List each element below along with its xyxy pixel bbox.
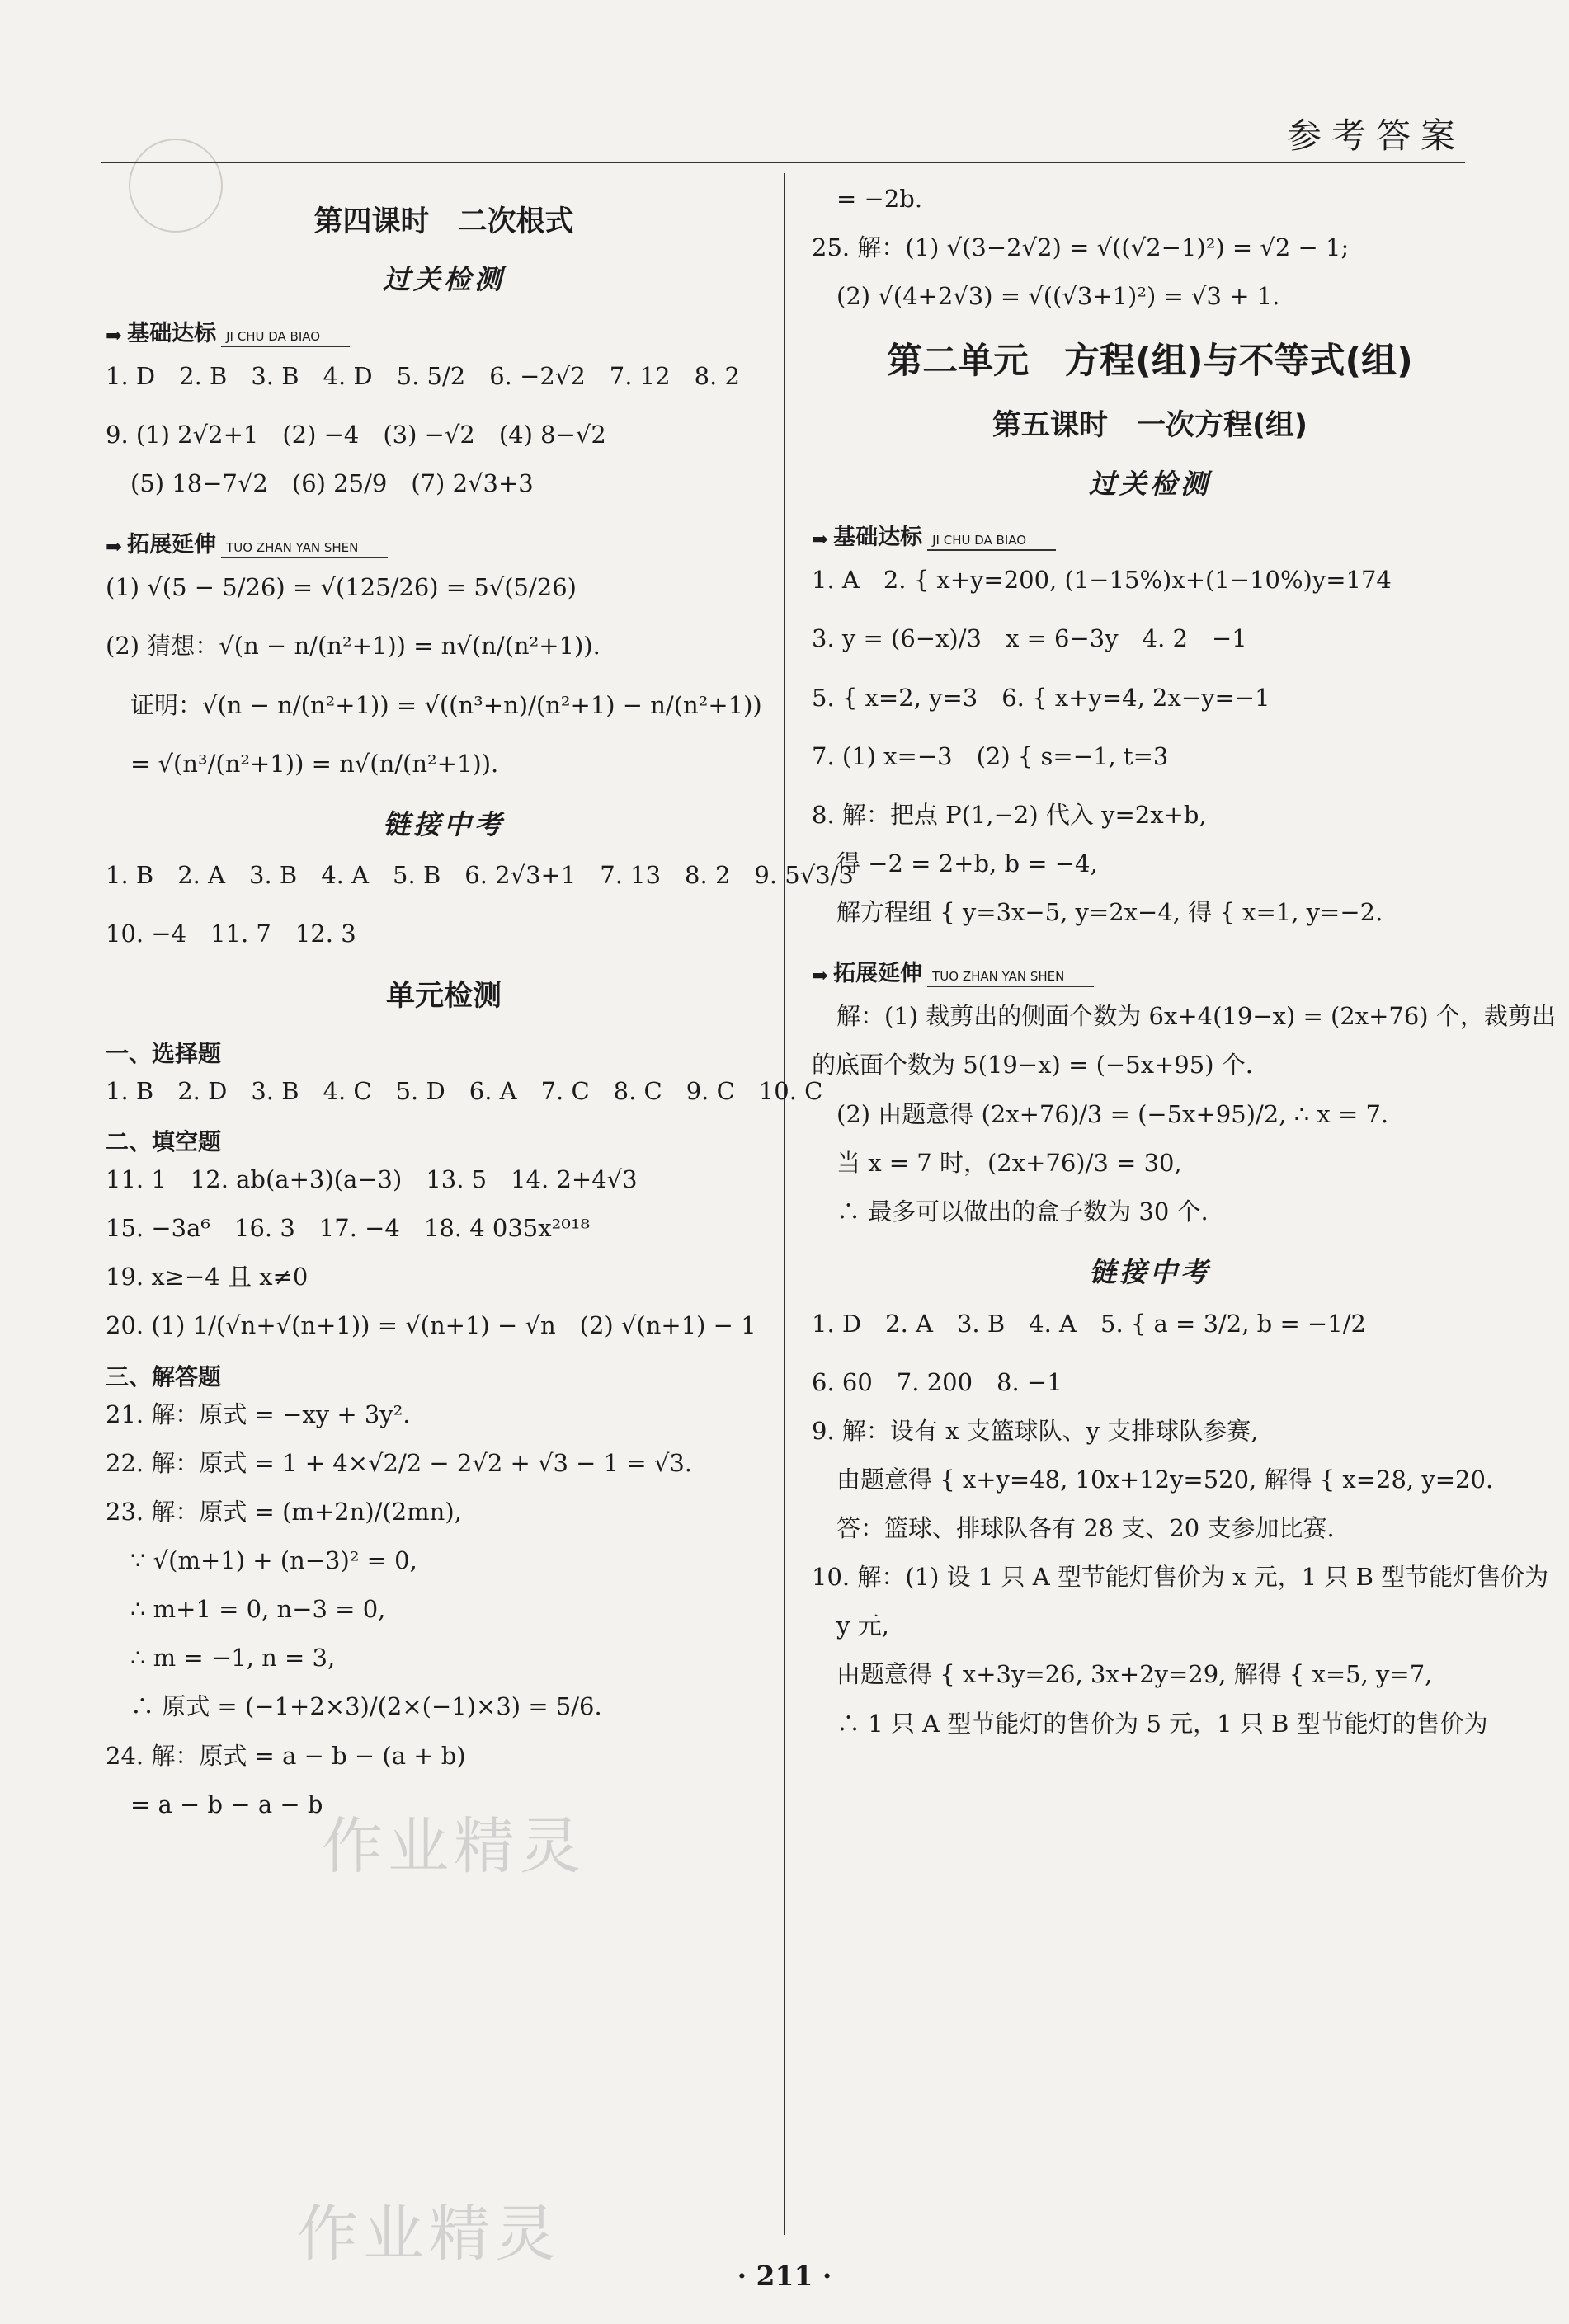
section-heading: 二、填空题 — [106, 1128, 222, 1155]
answer-line: (2) 猜想：√(n − n/(n²+1)) = n√(n/(n²+1)). — [106, 632, 601, 661]
extension-tag-pinyin: TUO ZHAN YAN SHEN — [221, 540, 388, 558]
column-divider — [784, 173, 785, 2235]
answer-line: 5. { x=2, y=3 6. { x+y=4, 2x−y=−1 — [812, 683, 1270, 712]
answer-line: 3. y = (6−x)/3 x = 6−3y 4. 2 −1 — [812, 624, 1247, 653]
extension-tag-label: 拓展延伸 — [833, 961, 923, 987]
section-heading: 三、解答题 — [106, 1362, 222, 1390]
answer-line: 的底面个数为 5(19−x) = (−5x+95) 个. — [812, 1051, 1253, 1080]
basic-tag — [106, 315, 782, 347]
answer-line: 1. D 2. B 3. B 4. D 5. 5/2 6. −2√2 7. 12 8. 2 — [106, 361, 740, 390]
page-number: · 211 · — [737, 2260, 832, 2292]
answer-line: 由题意得 { x+3y=26, 3x+2y=29, 解得 { x=5, y=7, — [836, 1660, 1433, 1689]
answer-line: 6. 60 7. 200 8. −1 — [812, 1367, 1062, 1396]
answer-line: y 元, — [836, 1611, 889, 1640]
answer-line: 9. 解：设有 x 支篮球队、y 支排球队参赛, — [812, 1416, 1259, 1445]
answer-line: ∴ 原式 = (−1+2×3)/(2×(−1)×3) = 5/6. — [130, 1692, 602, 1721]
header-rule — [101, 162, 1465, 163]
answer-line: 10. −4 11. 7 12. 3 — [106, 920, 356, 948]
answer-line: 得 −2 = 2+b, b = −4, — [836, 849, 1098, 877]
answer-line: (2) √(4+2√3) = √((√3+1)²) = √3 + 1. — [836, 282, 1280, 311]
extension-tag-pinyin: TUO ZHAN YAN SHEN — [927, 969, 1094, 987]
answer-line: ∴ 1 只 A 型节能灯的售价为 5 元，1 只 B 型节能灯的售价为 — [836, 1709, 1488, 1738]
arrow-icon: ➡ — [106, 535, 123, 559]
extension-tag-label: 拓展延伸 — [127, 532, 217, 558]
arrow-icon: ➡ — [812, 964, 829, 988]
answer-line: = a − b − a − b — [130, 1790, 323, 1818]
answer-line: ∴ m+1 = 0, n−3 = 0, — [130, 1595, 386, 1624]
answer-line: ∵ √(m+1) + (n−3)² = 0, — [130, 1545, 417, 1574]
answer-line: 由题意得 { x+y=48, 10x+12y=520, 解得 { x=28, y=20. — [836, 1465, 1494, 1494]
extension-tag — [106, 526, 782, 558]
answer-line: 1. A 2. { x+y=200, (1−15%)x+(1−10%)y=174 — [812, 566, 1392, 595]
answer-line: (1) √(5 − 5/26) = √(125/26) = 5√(5/26) — [106, 573, 577, 602]
answer-line: 22. 解：原式 = 1 + 4×√2/2 − 2√2 + √3 − 1 = √3. — [106, 1448, 693, 1477]
section-heading: 一、选择题 — [106, 1039, 222, 1067]
answer-line: (2) 由题意得 (2x+76)/3 = (−5x+95)/2, ∴ x = 7. — [836, 1099, 1389, 1128]
answer-line: 11. 1 12. ab(a+3)(a−3) 13. 5 14. 2+4√3 — [106, 1165, 638, 1193]
watermark: 作业精灵 — [297, 2199, 561, 2270]
answer-line: = √(n³/(n²+1)) = n√(n/(n²+1)). — [130, 749, 499, 778]
answer-line: 8. 解：把点 P(1,−2) 代入 y=2x+b, — [812, 800, 1207, 829]
unit2-title: 第二单元 方程(组)与不等式(组) — [887, 341, 1413, 383]
answer-line: 25. 解：(1) √(3−2√2) = √((√2−1)²) = √2 − 1; — [812, 233, 1350, 262]
link-exam-heading: 链接中考 — [1089, 1255, 1211, 1288]
answer-line: 15. −3a⁶ 16. 3 17. −4 18. 4 035x²⁰¹⁸ — [106, 1214, 591, 1243]
answer-line: 9. (1) 2√2+1 (2) −4 (3) −√2 (4) 8−√2 — [106, 420, 606, 449]
answer-line: 证明：√(n − n/(n²+1)) = √((n³+n)/(n²+1) − n/(n²+1)) — [130, 690, 762, 719]
basic-tag-label: 基础达标 — [833, 525, 923, 551]
answer-line: 1. D 2. A 3. B 4. A 5. { a = 3/2, b = −1/2 — [812, 1309, 1366, 1338]
answer-line: ∴ m = −1, n = 3, — [130, 1644, 336, 1672]
unit-test-heading: 单元检测 — [385, 979, 502, 1013]
answer-line: 7. (1) x=−3 (2) { s=−1, t=3 — [812, 741, 1169, 770]
answer-line: 1. B 2. A 3. B 4. A 5. B 6. 2√3+1 7. 13 8. 2 9. 5√3/3 — [106, 861, 854, 890]
lesson4-title: 第四课时 二次根式 — [313, 205, 574, 238]
answer-line: 20. (1) 1/(√n+√(n+1)) = √(n+1) − √n (2) √(n+1) − 1 — [106, 1311, 756, 1340]
answer-line: 当 x = 7 时，(2x+76)/3 = 30, — [836, 1148, 1182, 1177]
answer-line: 23. 解：原式 = (m+2n)/(2mn), — [106, 1497, 462, 1526]
answer-line: 解：(1) 裁剪出的侧面个数为 6x+4(19−x) = (2x+76) 个，裁剪出 — [836, 1002, 1556, 1031]
answer-line: ∴ 最多可以做出的盒子数为 30 个. — [836, 1197, 1209, 1226]
arrow-icon: ➡ — [106, 323, 123, 347]
answer-line: 1. B 2. D 3. B 4. C 5. D 6. A 7. C 8. C 9. C 10. C — [106, 1076, 823, 1105]
answer-line: 10. 解：(1) 设 1 只 A 型节能灯售价为 x 元，1 只 B 型节能灯售价为 — [812, 1563, 1549, 1592]
header-title: 参考答案 — [1286, 115, 1465, 156]
arrow-icon: ➡ — [812, 528, 829, 552]
answer-line: (5) 18−7√2 (6) 25/9 (7) 2√3+3 — [130, 469, 534, 498]
watermark: 作业精灵 — [322, 1811, 586, 1882]
basic-tag — [812, 519, 1488, 551]
basic-tag-pinyin: JI CHU DA BIAO — [221, 329, 350, 347]
answer-line: 24. 解：原式 = a − b − (a + b) — [106, 1741, 466, 1770]
answer-line: 答：篮球、排球队各有 28 支、20 支参加比赛. — [836, 1514, 1335, 1543]
pass-check-heading: 过关检测 — [1089, 467, 1211, 500]
lesson5-title: 第五课时 一次方程(组) — [992, 409, 1308, 443]
basic-tag-label: 基础达标 — [127, 320, 217, 346]
extension-tag — [812, 955, 1488, 987]
basic-tag-pinyin: JI CHU DA BIAO — [927, 533, 1056, 551]
right-column — [812, 183, 1556, 1757]
link-exam-heading: 链接中考 — [383, 807, 505, 840]
answer-line: 19. x≥−4 且 x≠0 — [106, 1263, 309, 1291]
left-column — [106, 183, 854, 1837]
answer-line: 解方程组 { y=3x−5, y=2x−4, 得 { x=1, y=−2. — [836, 898, 1383, 927]
answer-line: 21. 解：原式 = −xy + 3y². — [106, 1400, 411, 1428]
answer-line: = −2b. — [836, 185, 923, 213]
pass-check-heading: 过关检测 — [383, 263, 505, 296]
